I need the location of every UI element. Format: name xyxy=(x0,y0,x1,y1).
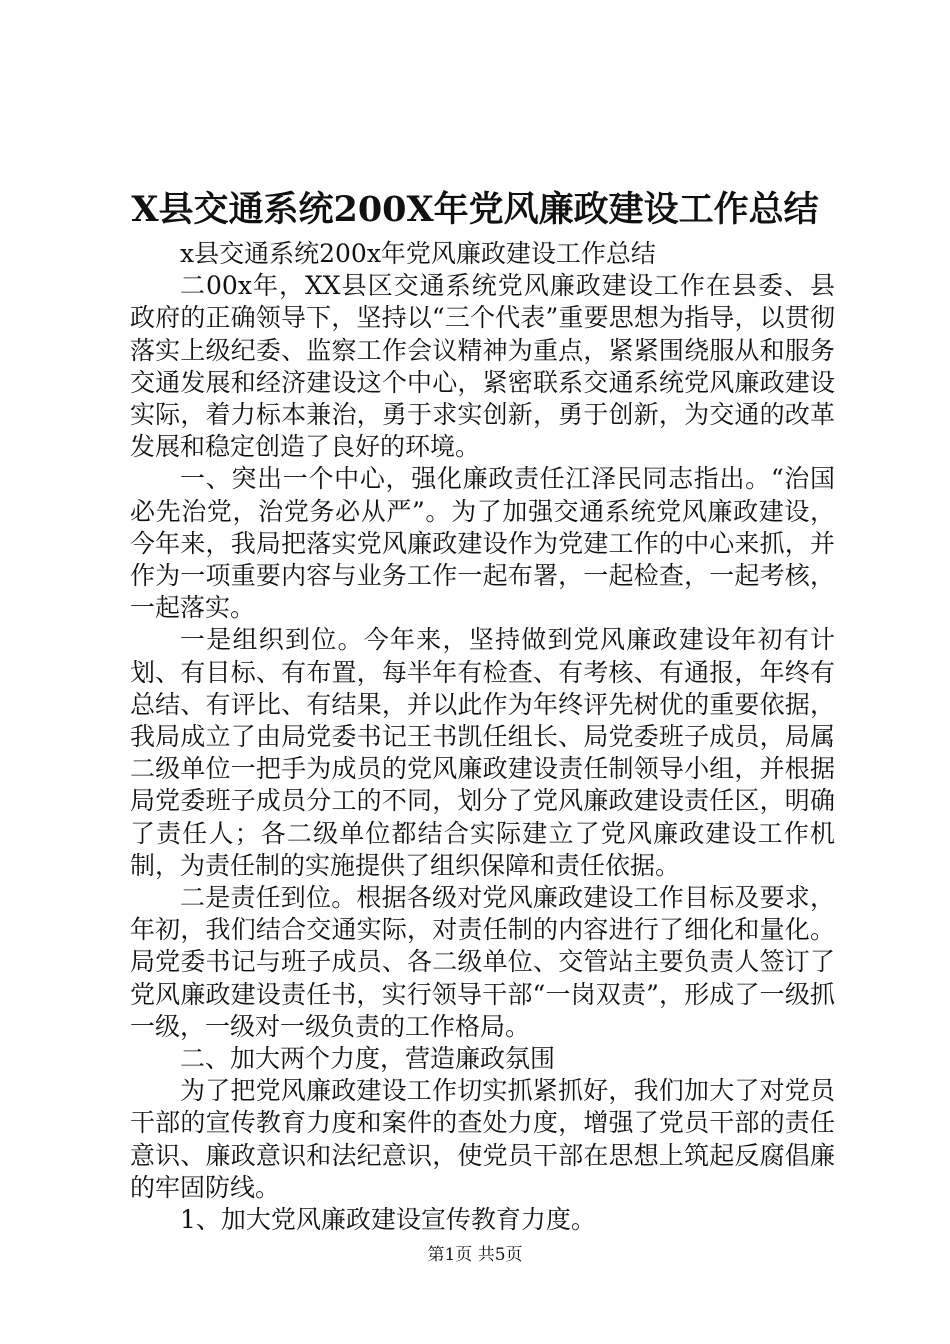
section-heading-two: 二、加大两个力度，营造廉政氛围 xyxy=(180,1044,556,1074)
body-paragraph-section-two: 为了把党风廉政建设工作切实抓紧抓好，我们加大了对党员干部的宣传教育力度和案件的查处力度，增强了党员干部的责任意识、廉政意识和法纪意识，使党员干部在思想上筑起反腐倡廉的牢固防线。 xyxy=(130,1076,835,1202)
page-number-footer: 第1页 共5页 xyxy=(427,1245,523,1265)
body-paragraph-responsibility: 二是责任到位。根据各级对党风廉政建设工作目标及要求，年初，我们结合交通实际，对责任制的内容进行了细化和量化。局党委书记与班子成员、各二级单位、交管站主要负责人签订了党风廉政建设责任书，实行领导干部“一岗双责”，形成了一级抓一级，一级对一级负责的工作格局。 xyxy=(130,883,835,1041)
document-title: X县交通系统200X年党风廉政建设工作总结 xyxy=(131,189,819,230)
body-paragraph-section-one: 一、突出一个中心，强化廉政责任江泽民同志指出。“治国必先治党，治党务必从严”。为了加强交通系统党风廉政建设，今年来，我局把落实党风廉政建设作为党建工作的中心来抓，并作为一项重要内容与业务工作一起布署，一起检查，一起考核，一起落实。 xyxy=(130,464,835,623)
subsection-heading-one: 1、加大党风廉政建设宣传教育力度。 xyxy=(180,1205,596,1235)
body-paragraph-subtitle: x县交通系统200x年党风廉政建设工作总结 xyxy=(180,239,656,268)
body-paragraph-organization: 一是组织到位。今年来，坚持做到党风廉政建设年初有计划、有目标、有布置，每半年有检查、有考核、有通报，年终有总结、有评比、有结果，并以此作为年终评先树优的重要依据，我局成立了由局党委书记王书凯任组长、局党委班子成员，局属二级单位一把手为成员的党风廉政建设责任制领导小组，并根据局党委班子成员分工的不同，划分了党风廉政建设责任区，明确了责任人；各二级单位都结合实际建立了党风廉政建设工作机制，为责任制的实施提供了组织保障和责任依据。 xyxy=(130,625,835,880)
body-paragraph-intro: 二00x年，XX县区交通系统党风廉政建设工作在县委、县政府的正确领导下，坚持以“三个代表”重要思想为指导，以贯彻落实上级纪委、监察工作会议精神为重点，紧紧围绕服从和服务交通发展和经济建设这个中心，紧密联系交通系统党风廉政建设实际，着力标本兼治，勇于求实创新，勇于创新，为交通的改革发展和稳定创造了良好的环境。 xyxy=(130,271,835,462)
document-body xyxy=(130,238,835,1236)
